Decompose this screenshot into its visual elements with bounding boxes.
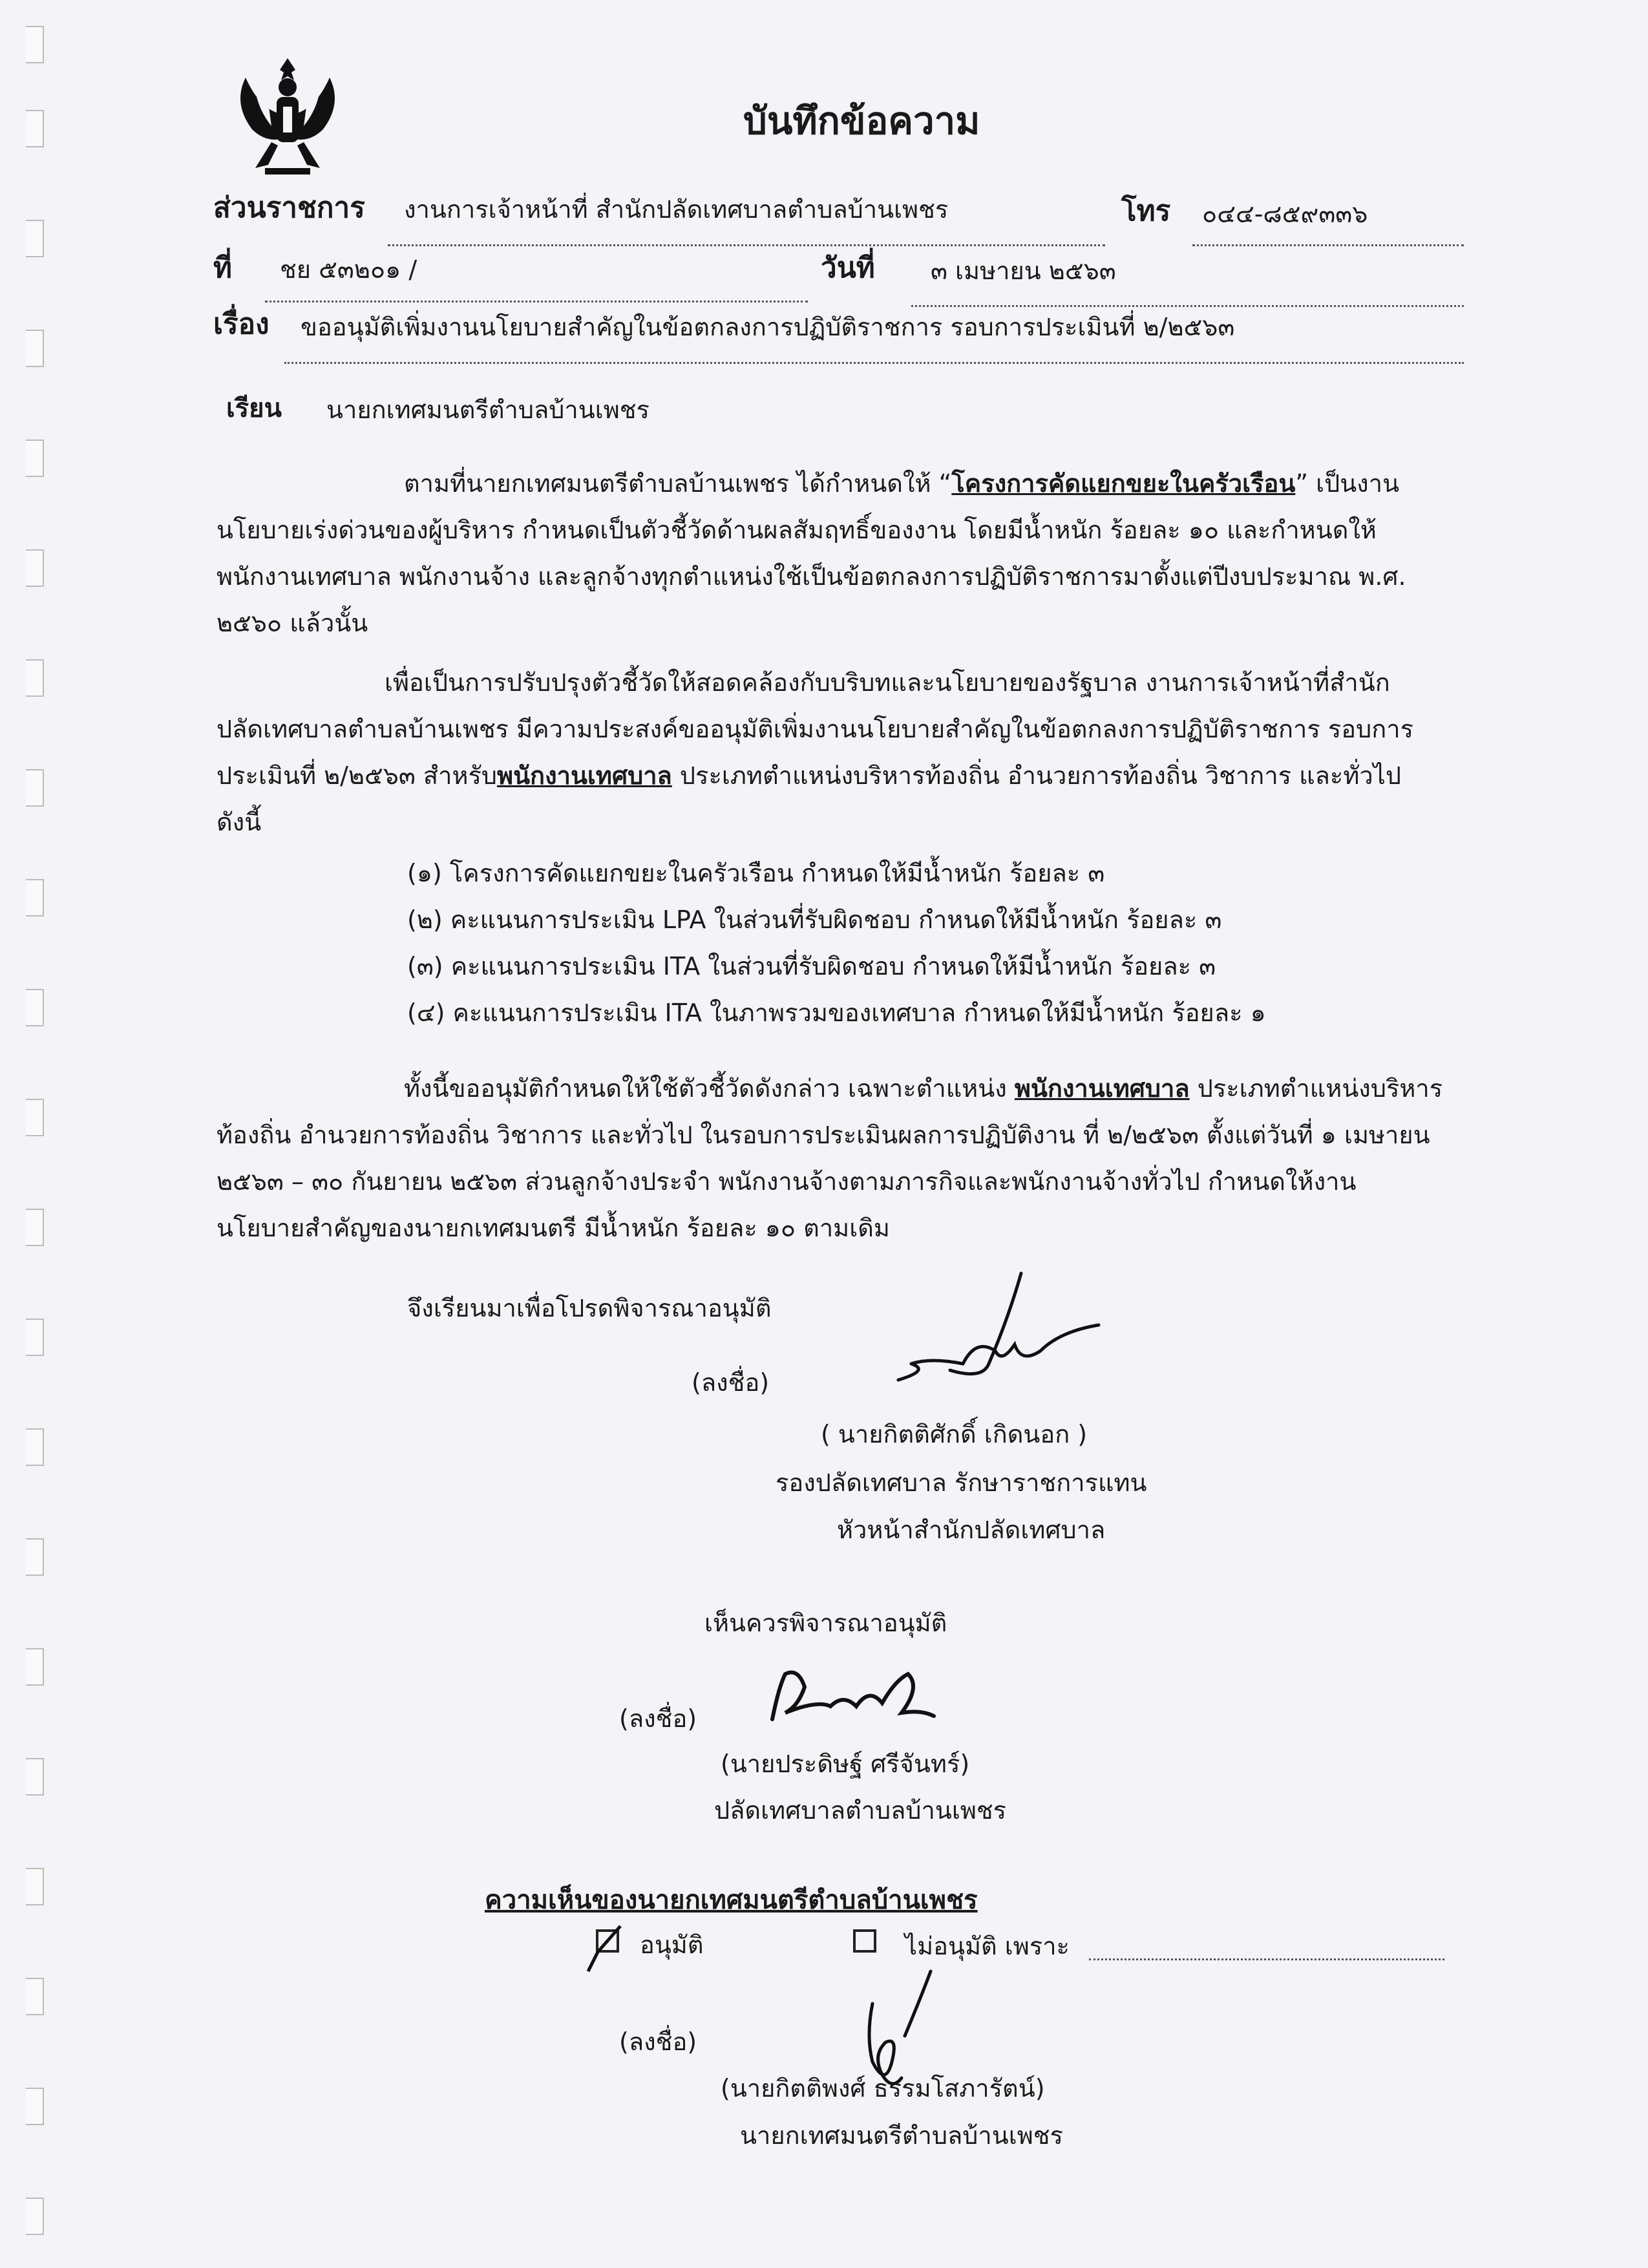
subject-label: เรื่อง <box>213 308 269 341</box>
list-item: (๒) คะแนนการประเมิน LPA ในส่วนที่รับผิดชอบ กำหนดให้มีน้ำหนัก ร้อยละ ๓ <box>407 906 1222 934</box>
to-value: นายกเทศมนตรีตำบลบ้านเพชร <box>326 396 650 424</box>
sign2-label: (ลงชื่อ) <box>619 1704 697 1733</box>
p2-line4: ดังนี้ <box>217 808 262 836</box>
p3-line2: ท้องถิ่น อำนวยการท้องถิ่น วิชาการ และทั่วไป ในรอบการประเมินผลการปฏิบัติงาน ที่ ๒/๒๕๖๓ ตั้งแต่วันที่ ๑ เมษายน <box>217 1121 1430 1149</box>
p3-line3: ๒๕๖๓ – ๓๐ กันยายน ๒๕๖๓ ส่วนลูกจ้างประจำ พนักงานจ้างตามภารกิจและพนักงานจ้างทั่วไป กำหนดให้งาน <box>217 1167 1357 1196</box>
sign2-position: ปลัดเทศบาลตำบลบ้านเพชร <box>714 1796 1007 1825</box>
reason-dotline <box>1089 1958 1444 1960</box>
list-item: (๓) คะแนนการประเมิน ITA ในส่วนที่รับผิดชอบ กำหนดให้มีน้ำหนัก ร้อยละ ๓ <box>407 952 1216 980</box>
p1-line4: ๒๕๖๐ แล้วนั้น <box>217 609 368 637</box>
date-dotline <box>911 305 1464 307</box>
reject-label: ไม่อนุมัติ เพราะ <box>905 1932 1070 1960</box>
deputy-opinion: เห็นควรพิจารณาอนุมัติ <box>704 1609 947 1637</box>
p2-line3-c: ประเภทตำแหน่งบริหารท้องถิ่น อำนวยการท้องถิ่น วิชาการ และทั่วไป <box>671 761 1401 790</box>
checkmark-icon <box>585 1923 624 1975</box>
sign2-name: (นายประดิษฐ์ ศรีจันทร์) <box>721 1750 970 1778</box>
p2-line3-a: ประเมินที่ ๒/๒๕๖๓ สำหรับ <box>217 761 498 790</box>
p3-line1-c: ประเภทตำแหน่งบริหาร <box>1189 1074 1443 1103</box>
sign3-label: (ลงชื่อ) <box>619 2028 697 2056</box>
document-title: บันทึกข้อความ <box>743 99 980 143</box>
p2-line1: เพื่อเป็นการปรับปรุงตัวชี้วัดให้สอดคล้องกับบริบทและนโยบายของรัฐบาล งานการเจ้าหน้าที่สำนัก <box>385 668 1390 697</box>
ref-label: ที่ <box>213 251 233 284</box>
date-label: วันที่ <box>821 251 875 284</box>
staff-type-emphasis: พนักงานเทศบาล <box>497 761 672 790</box>
garuda-emblem-icon <box>226 52 349 181</box>
p1-line1-c: ” เป็นงาน <box>1295 469 1400 498</box>
closing-line: จึงเรียนมาเพื่อโปรดพิจารณาอนุมัติ <box>407 1294 772 1322</box>
indicator-list <box>407 850 1266 1036</box>
dept-dotline <box>388 244 1105 246</box>
date-value: ๓ เมษายน ๒๕๖๓ <box>931 257 1116 285</box>
paragraph-3 <box>217 1065 1442 1251</box>
project-name-emphasis: โครงการคัดแยกขยะในครัวเรือน <box>951 469 1296 498</box>
phone-dotline <box>1192 244 1464 246</box>
p1-line1-a: ตามที่นายกเทศมนตรีตำบลบ้านเพชร ได้กำหนดให้ “ <box>404 469 952 498</box>
paragraph-1 <box>217 460 1406 646</box>
signature-2 <box>759 1661 947 1739</box>
phone-value: ๐๔๔-๘๕๙๓๓๖ <box>1202 200 1368 228</box>
list-item: (๑) โครงการคัดแยกขยะในครัวเรือน กำหนดให้มีน้ำหนัก ร้อยละ ๓ <box>407 859 1105 887</box>
signature-1 <box>892 1267 1112 1403</box>
sign1-name: ( นายกิตติศักดิ์ เกิดนอก ) <box>821 1420 1088 1448</box>
sign1-position-2: หัวหน้าสำนักปลัดเทศบาล <box>837 1516 1106 1544</box>
staff-type-emphasis-2: พนักงานเทศบาล <box>1014 1074 1190 1103</box>
paragraph-2 <box>217 659 1413 845</box>
ref-value: ชย ๕๓๒๐๑ / <box>280 255 417 284</box>
approve-label: อนุมัติ <box>640 1931 704 1959</box>
sign3-position: นายกเทศมนตรีตำบลบ้านเพชร <box>740 2121 1063 2150</box>
p1-line3: พนักงานเทศบาล พนักงานจ้าง และลูกจ้างทุกตำแหน่งใช้เป็นข้อตกลงการปฏิบัติราชการมาตั้งแต่ปีงบประมาณ พ.ศ. <box>217 562 1406 591</box>
sign3-name: (นายกิตติพงศ์ ธรรมโสภารัตน์) <box>721 2074 1045 2103</box>
sign1-label: (ลงชื่อ) <box>692 1368 770 1397</box>
reject-checkbox[interactable] <box>853 1929 876 1953</box>
subject-value: ขออนุมัติเพิ่มงานนโยบายสำคัญในข้อตกลงการปฏิบัติราชการ รอบการประเมินที่ ๒/๒๕๖๓ <box>301 313 1235 341</box>
p2-line2: ปลัดเทศบาลตำบลบ้านเพชร มีความประสงค์ขออนุมัติเพิ่มงานนโยบายสำคัญในข้อตกลงการปฏิบัติราชการ รอบการ <box>217 715 1413 743</box>
subject-dotline <box>284 362 1464 364</box>
to-label: เรียน <box>226 394 282 423</box>
ref-dotline <box>265 301 808 302</box>
phone-label: โทร <box>1121 195 1171 228</box>
dept-value: งานการเจ้าหน้าที่ สำนักปลัดเทศบาลตำบลบ้านเพชร <box>404 195 949 224</box>
p3-line4: นโยบายสำคัญของนายกเทศมนตรี มีน้ำหนัก ร้อยละ ๑๐ ตามเดิม <box>217 1214 890 1242</box>
list-item: (๔) คะแนนการประเมิน ITA ในภาพรวมของเทศบาล กำหนดให้มีน้ำหนัก ร้อยละ ๑ <box>407 999 1266 1027</box>
sign1-position-1: รองปลัดเทศบาล รักษาราชการแทน <box>776 1468 1147 1497</box>
p3-line1-a: ทั้งนี้ขออนุมัติกำหนดให้ใช้ตัวชี้วัดดังกล่าว เฉพาะตำแหน่ง <box>404 1074 1015 1103</box>
mayor-opinion-heading: ความเห็นของนายกเทศมนตรีตำบลบ้านเพชร <box>485 1885 978 1915</box>
binding-holes <box>26 26 45 2249</box>
dept-label: ส่วนราชการ <box>213 191 365 224</box>
p1-line2: นโยบายเร่งด่วนของผู้บริหาร กำหนดเป็นตัวชี้วัดด้านผลสัมฤทธิ์ของงาน โดยมีน้ำหนัก ร้อยละ ๑๐ และกำหนดให้ <box>217 516 1377 544</box>
